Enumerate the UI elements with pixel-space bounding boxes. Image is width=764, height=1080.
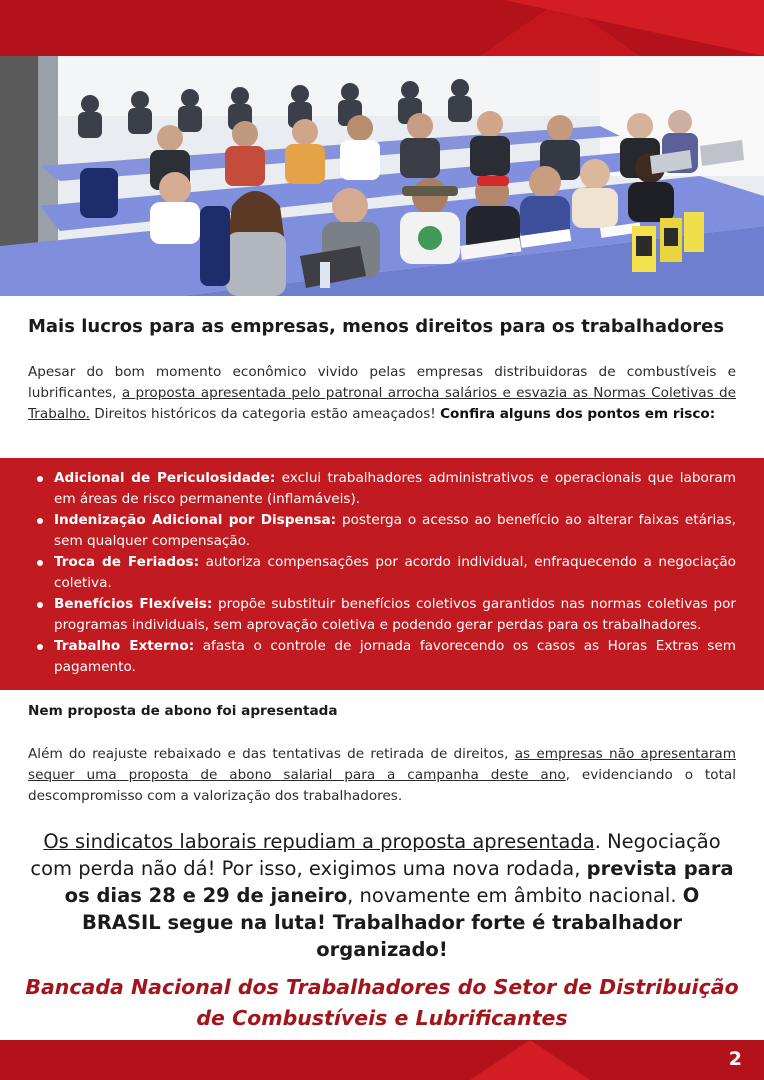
abono-text-continued: , evidenciando o total descompromisso com a valorização dos trabalhadores. xyxy=(28,767,737,804)
callout-bold-slogan: O BRASIL segue na luta! Trabalhador forte é trabalhador organizado! xyxy=(81,884,700,961)
risk-point-text: exclui trabalhadores administrativos e operacionais que laboram em áreas de risco permanente (inflamáveis). xyxy=(54,470,736,507)
risk-point-feriados xyxy=(28,552,736,594)
risk-point-title: Benefícios Flexíveis: xyxy=(54,596,213,612)
risk-point-text: autoriza compensações por acordo individual, enfraquecendo a negociação coletiva. xyxy=(54,554,736,591)
callout-statement xyxy=(24,828,740,963)
headline: Mais lucros para as empresas, menos direitos para os trabalhadores xyxy=(28,316,725,337)
risk-point-periculosidade xyxy=(28,468,736,510)
risk-point-title: Indenização Adicional por Dispensa: xyxy=(54,512,337,528)
intro-paragraph xyxy=(28,362,736,425)
callout-underlined-text: Os sindicatos laborais repudiam a proposta apresentada xyxy=(43,830,595,853)
abono-underlined-text: as empresas não apresentaram sequer uma proposta de abono salarial para a campanha deste ano xyxy=(28,746,737,783)
risk-point-title: Trabalho Externo: xyxy=(54,638,195,654)
risk-point-title: Troca de Feriados: xyxy=(54,554,200,570)
abono-paragraph xyxy=(28,744,736,807)
intro-bold-text: Confira alguns dos pontos em risco: xyxy=(440,406,716,422)
bottom-banner xyxy=(0,1040,764,1080)
risk-points-list xyxy=(28,468,736,678)
banner-corner-decoration xyxy=(504,0,764,56)
signature: Bancada Nacional dos Trabalhadores do Setor de Distribuição de Combustíveis e Lubrificantes xyxy=(25,975,739,1030)
intro-text-continued: Direitos históricos da categoria estão ameaçados! xyxy=(89,406,441,422)
risk-point-text: posterga o acesso ao benefício ao alterar faixas etárias, sem qualquer compensação. xyxy=(54,512,736,549)
subheading: Nem proposta de abono foi apresentada xyxy=(28,703,338,719)
risk-point-text: afasta o controle de jornada favorecendo os casos as Horas Extras sem pagamento. xyxy=(54,638,736,675)
callout-text-continued: , novamente em âmbito nacional. xyxy=(347,884,683,907)
meeting-photo xyxy=(0,56,764,296)
intro-text: Apesar do bom momento econômico vivido pelas empresas distribuidoras de combustíveis e lubrificantes, xyxy=(28,364,736,401)
page-number: 2 xyxy=(728,1048,742,1070)
bottom-banner-decoration xyxy=(470,1040,590,1080)
abono-text: Além do reajuste rebaixado e das tentativas de retirada de direitos, xyxy=(28,746,515,762)
meeting-photo-illustration xyxy=(0,56,764,296)
intro-underlined-text: a proposta apresentada pelo patronal arrocha salários e esvazia as Normas Coletivas de Trabalho. xyxy=(28,385,736,422)
top-banner xyxy=(0,0,764,56)
callout-text: . Negociação com perda não dá! Por isso, exigimos uma nova rodada, xyxy=(30,830,721,880)
risk-point-beneficios xyxy=(28,594,736,636)
risk-point-title: Adicional de Periculosidade: xyxy=(54,470,276,486)
risk-point-indenizacao xyxy=(28,510,736,552)
risk-point-trabalho-externo xyxy=(28,636,736,678)
callout-bold-dates: prevista para os dias 28 e 29 de janeiro xyxy=(64,857,734,907)
risk-point-text: propõe substituir benefícios coletivos garantidos nas normas coletivas por programas individuais, sem aprovação coletiva e podendo gerar perdas para os trabalhadores. xyxy=(54,596,736,633)
risk-points-box xyxy=(0,458,764,690)
